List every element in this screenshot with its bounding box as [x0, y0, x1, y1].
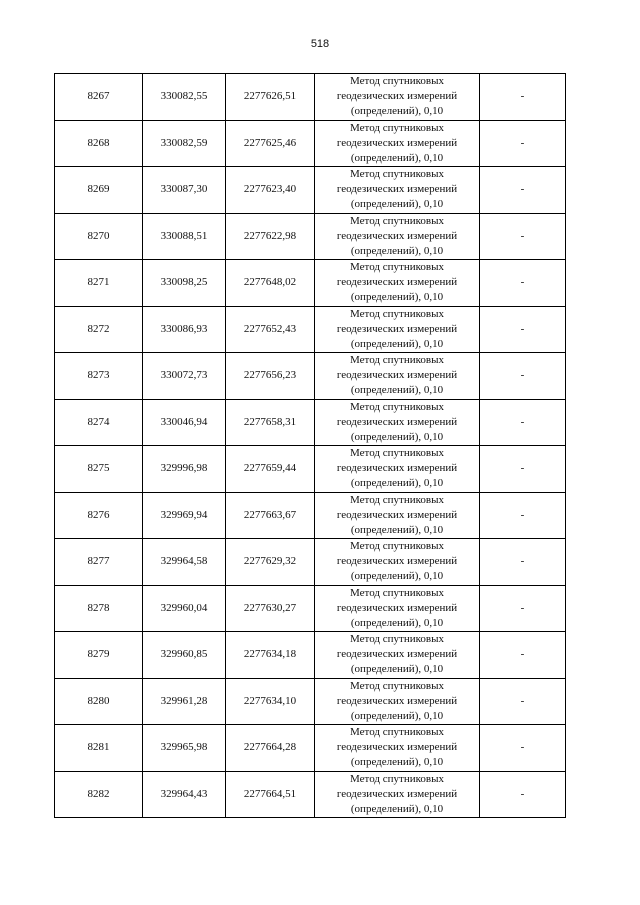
note-cell: -: [480, 74, 566, 121]
point-number-cell: 8275: [55, 446, 143, 493]
method-cell: [315, 74, 480, 121]
method-line: Метод спутниковых: [350, 354, 444, 367]
method-cell: [315, 306, 480, 353]
y-coordinate-cell: 2277626,51: [226, 74, 315, 121]
point-number-cell: 8272: [55, 306, 143, 353]
method-cell: [315, 167, 480, 214]
y-coordinate-cell: 2277648,02: [226, 260, 315, 307]
method-line: геодезических измерений: [336, 508, 458, 521]
x-coordinate-cell: 330086,93: [143, 306, 226, 353]
table-row: [55, 167, 566, 214]
table-row: [55, 771, 566, 818]
method-line: Метод спутниковых: [350, 493, 444, 506]
method-cell: [315, 725, 480, 772]
x-coordinate-cell: 329996,98: [143, 446, 226, 493]
table-row: [55, 260, 566, 307]
note-cell: -: [480, 306, 566, 353]
page-number: 518: [310, 38, 330, 50]
x-coordinate-cell: 329969,94: [143, 492, 226, 539]
method-line: Метод спутниковых: [350, 214, 444, 227]
y-coordinate-cell: 2277663,67: [226, 492, 315, 539]
method-line: Метод спутниковых: [350, 633, 444, 646]
method-line: (определений), 0,10: [350, 756, 444, 769]
method-cell: [315, 399, 480, 446]
method-line: Метод спутниковых: [350, 772, 444, 785]
point-number-cell: 8282: [55, 771, 143, 818]
coordinates-table-body: [55, 74, 566, 818]
method-line: геодезических измерений: [336, 648, 458, 661]
x-coordinate-cell: 330082,59: [143, 120, 226, 167]
note-cell: -: [480, 539, 566, 586]
y-coordinate-cell: 2277634,18: [226, 632, 315, 679]
method-line: (определений), 0,10: [350, 663, 444, 676]
y-coordinate-cell: 2277622,98: [226, 213, 315, 260]
x-coordinate-cell: 330082,55: [143, 74, 226, 121]
point-number-cell: 8279: [55, 632, 143, 679]
x-coordinate-cell: 330046,94: [143, 399, 226, 446]
x-coordinate-cell: 329960,85: [143, 632, 226, 679]
y-coordinate-cell: 2277658,31: [226, 399, 315, 446]
method-line: Метод спутниковых: [350, 586, 444, 599]
table-row: [55, 539, 566, 586]
y-coordinate-cell: 2277664,51: [226, 771, 315, 818]
method-cell: [315, 678, 480, 725]
table-row: [55, 585, 566, 632]
method-line: геодезических измерений: [336, 415, 458, 428]
table-row: [55, 74, 566, 121]
method-line: (определений), 0,10: [350, 570, 444, 583]
method-cell: [315, 632, 480, 679]
table-row: [55, 399, 566, 446]
point-number-cell: 8269: [55, 167, 143, 214]
y-coordinate-cell: 2277630,27: [226, 585, 315, 632]
method-line: Метод спутниковых: [350, 121, 444, 134]
method-line: геодезических измерений: [336, 601, 458, 614]
note-cell: -: [480, 725, 566, 772]
method-line: (определений), 0,10: [350, 151, 444, 164]
note-cell: -: [480, 399, 566, 446]
note-cell: -: [480, 353, 566, 400]
point-number-cell: 8281: [55, 725, 143, 772]
table-row: [55, 306, 566, 353]
method-line: геодезических измерений: [336, 369, 458, 382]
y-coordinate-cell: 2277629,32: [226, 539, 315, 586]
method-line: Метод спутниковых: [350, 726, 444, 739]
note-cell: -: [480, 492, 566, 539]
note-cell: -: [480, 120, 566, 167]
y-coordinate-cell: 2277623,40: [226, 167, 315, 214]
point-number-cell: 8274: [55, 399, 143, 446]
note-cell: -: [480, 446, 566, 493]
x-coordinate-cell: 330087,30: [143, 167, 226, 214]
point-number-cell: 8278: [55, 585, 143, 632]
method-line: (определений), 0,10: [350, 244, 444, 257]
x-coordinate-cell: 329961,28: [143, 678, 226, 725]
point-number-cell: 8271: [55, 260, 143, 307]
y-coordinate-cell: 2277634,10: [226, 678, 315, 725]
method-line: геодезических измерений: [336, 741, 458, 754]
point-number-cell: 8273: [55, 353, 143, 400]
note-cell: -: [480, 167, 566, 214]
method-line: (определений), 0,10: [350, 616, 444, 629]
x-coordinate-cell: 330088,51: [143, 213, 226, 260]
method-line: (определений), 0,10: [350, 709, 444, 722]
y-coordinate-cell: 2277625,46: [226, 120, 315, 167]
method-line: (определений), 0,10: [350, 337, 444, 350]
method-line: (определений), 0,10: [350, 430, 444, 443]
note-cell: -: [480, 678, 566, 725]
note-cell: -: [480, 771, 566, 818]
method-line: (определений), 0,10: [350, 802, 444, 815]
method-line: геодезических измерений: [336, 322, 458, 335]
point-number-cell: 8270: [55, 213, 143, 260]
note-cell: -: [480, 632, 566, 679]
table-row: [55, 492, 566, 539]
point-number-cell: 8280: [55, 678, 143, 725]
method-line: геодезических измерений: [336, 136, 458, 149]
method-cell: [315, 260, 480, 307]
point-number-cell: 8276: [55, 492, 143, 539]
point-number-cell: 8267: [55, 74, 143, 121]
method-line: геодезических измерений: [336, 787, 458, 800]
table-row: [55, 353, 566, 400]
method-cell: [315, 446, 480, 493]
method-line: (определений), 0,10: [350, 477, 444, 490]
x-coordinate-cell: 330072,73: [143, 353, 226, 400]
method-line: (определений), 0,10: [350, 523, 444, 536]
note-cell: -: [480, 585, 566, 632]
method-line: (определений), 0,10: [350, 384, 444, 397]
method-cell: [315, 213, 480, 260]
method-line: Метод спутниковых: [350, 447, 444, 460]
table-row: [55, 725, 566, 772]
method-cell: [315, 771, 480, 818]
method-line: геодезических измерений: [336, 183, 458, 196]
x-coordinate-cell: 330098,25: [143, 260, 226, 307]
method-line: Метод спутниковых: [350, 540, 444, 553]
table-row: [55, 213, 566, 260]
x-coordinate-cell: 329964,58: [143, 539, 226, 586]
method-line: геодезических измерений: [336, 694, 458, 707]
y-coordinate-cell: 2277652,43: [226, 306, 315, 353]
method-line: Метод спутниковых: [350, 400, 444, 413]
table-row: [55, 446, 566, 493]
method-line: геодезических измерений: [336, 276, 458, 289]
coordinates-table: [54, 73, 566, 818]
method-line: (определений), 0,10: [350, 105, 444, 118]
y-coordinate-cell: 2277656,23: [226, 353, 315, 400]
method-line: (определений), 0,10: [350, 291, 444, 304]
table-row: [55, 632, 566, 679]
method-cell: [315, 539, 480, 586]
y-coordinate-cell: 2277664,28: [226, 725, 315, 772]
method-cell: [315, 585, 480, 632]
y-coordinate-cell: 2277659,44: [226, 446, 315, 493]
method-line: Метод спутниковых: [350, 261, 444, 274]
method-cell: [315, 353, 480, 400]
note-cell: -: [480, 213, 566, 260]
x-coordinate-cell: 329960,04: [143, 585, 226, 632]
x-coordinate-cell: 329965,98: [143, 725, 226, 772]
method-line: Метод спутниковых: [350, 168, 444, 181]
method-line: Метод спутниковых: [350, 679, 444, 692]
point-number-cell: 8268: [55, 120, 143, 167]
method-line: геодезических измерений: [336, 229, 458, 242]
method-cell: [315, 120, 480, 167]
method-line: геодезических измерений: [336, 90, 458, 103]
table-row: [55, 120, 566, 167]
note-cell: -: [480, 260, 566, 307]
table-row: [55, 678, 566, 725]
x-coordinate-cell: 329964,43: [143, 771, 226, 818]
method-line: Метод спутниковых: [350, 75, 444, 88]
point-number-cell: 8277: [55, 539, 143, 586]
method-line: геодезических измерений: [336, 555, 458, 568]
method-line: геодезических измерений: [336, 462, 458, 475]
method-cell: [315, 492, 480, 539]
method-line: Метод спутниковых: [350, 307, 444, 320]
method-line: (определений), 0,10: [350, 198, 444, 211]
